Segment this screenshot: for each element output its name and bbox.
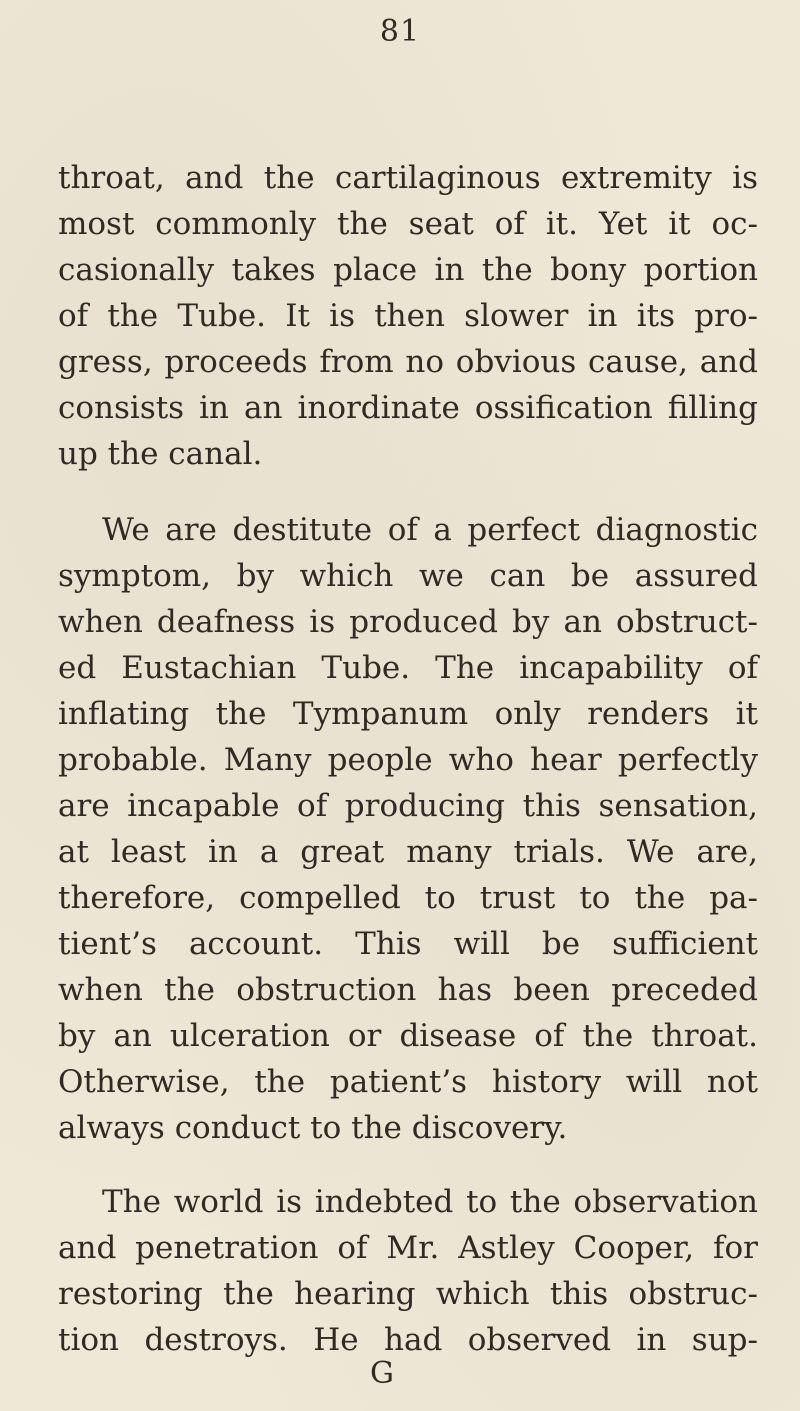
text-line: by an ulceration or disease of the throat. [58,1018,758,1054]
text-line: throat, and the cartilaginous extremity is [58,160,758,196]
text-line: restoring the hearing which this obstruc- [58,1276,758,1312]
text-line: and penetration of Mr. Astley Cooper, for [58,1230,758,1266]
text-line: consists in an inordinate ossification filling [58,390,758,426]
text-line: symptom, by which we can be assured [58,558,758,594]
text-line: The world is indebted to the observation [102,1184,758,1220]
text-line: Otherwise, the patient’s history will not [58,1064,758,1100]
text-line: casionally takes place in the bony portion [58,252,758,288]
text-line: gress, proceeds from no obvious cause, and [58,344,758,380]
text-line: of the Tube. It is then slower in its pro- [58,298,758,334]
text-line: when deafness is produced by an obstruct- [58,604,758,640]
text-line: therefore, compelled to trust to the pa- [58,880,758,916]
text-line: always conduct to the discovery. [58,1110,568,1146]
text-line: We are destitute of a perfect diagnostic [102,512,758,548]
text-line: at least in a great many trials. We are, [58,834,758,870]
text-line: tient’s account. This will be sufficient [58,926,758,962]
text-line: are incapable of producing this sensation, [58,788,758,824]
text-line: probable. Many people who hear perfectly [58,742,758,778]
text-line: tion destroys. He had observed in sup- [58,1322,758,1358]
text-line: ed Eustachian Tube. The incapability of [58,650,758,686]
text-line: when the obstruction has been preceded [58,972,758,1008]
text-line: most commonly the seat of it. Yet it oc- [58,206,758,242]
page-number: 81 [379,14,421,49]
signature-mark: G [370,1356,394,1391]
text-line: inflating the Tympanum only renders it [58,696,758,732]
text-line: up the canal. [58,436,263,472]
